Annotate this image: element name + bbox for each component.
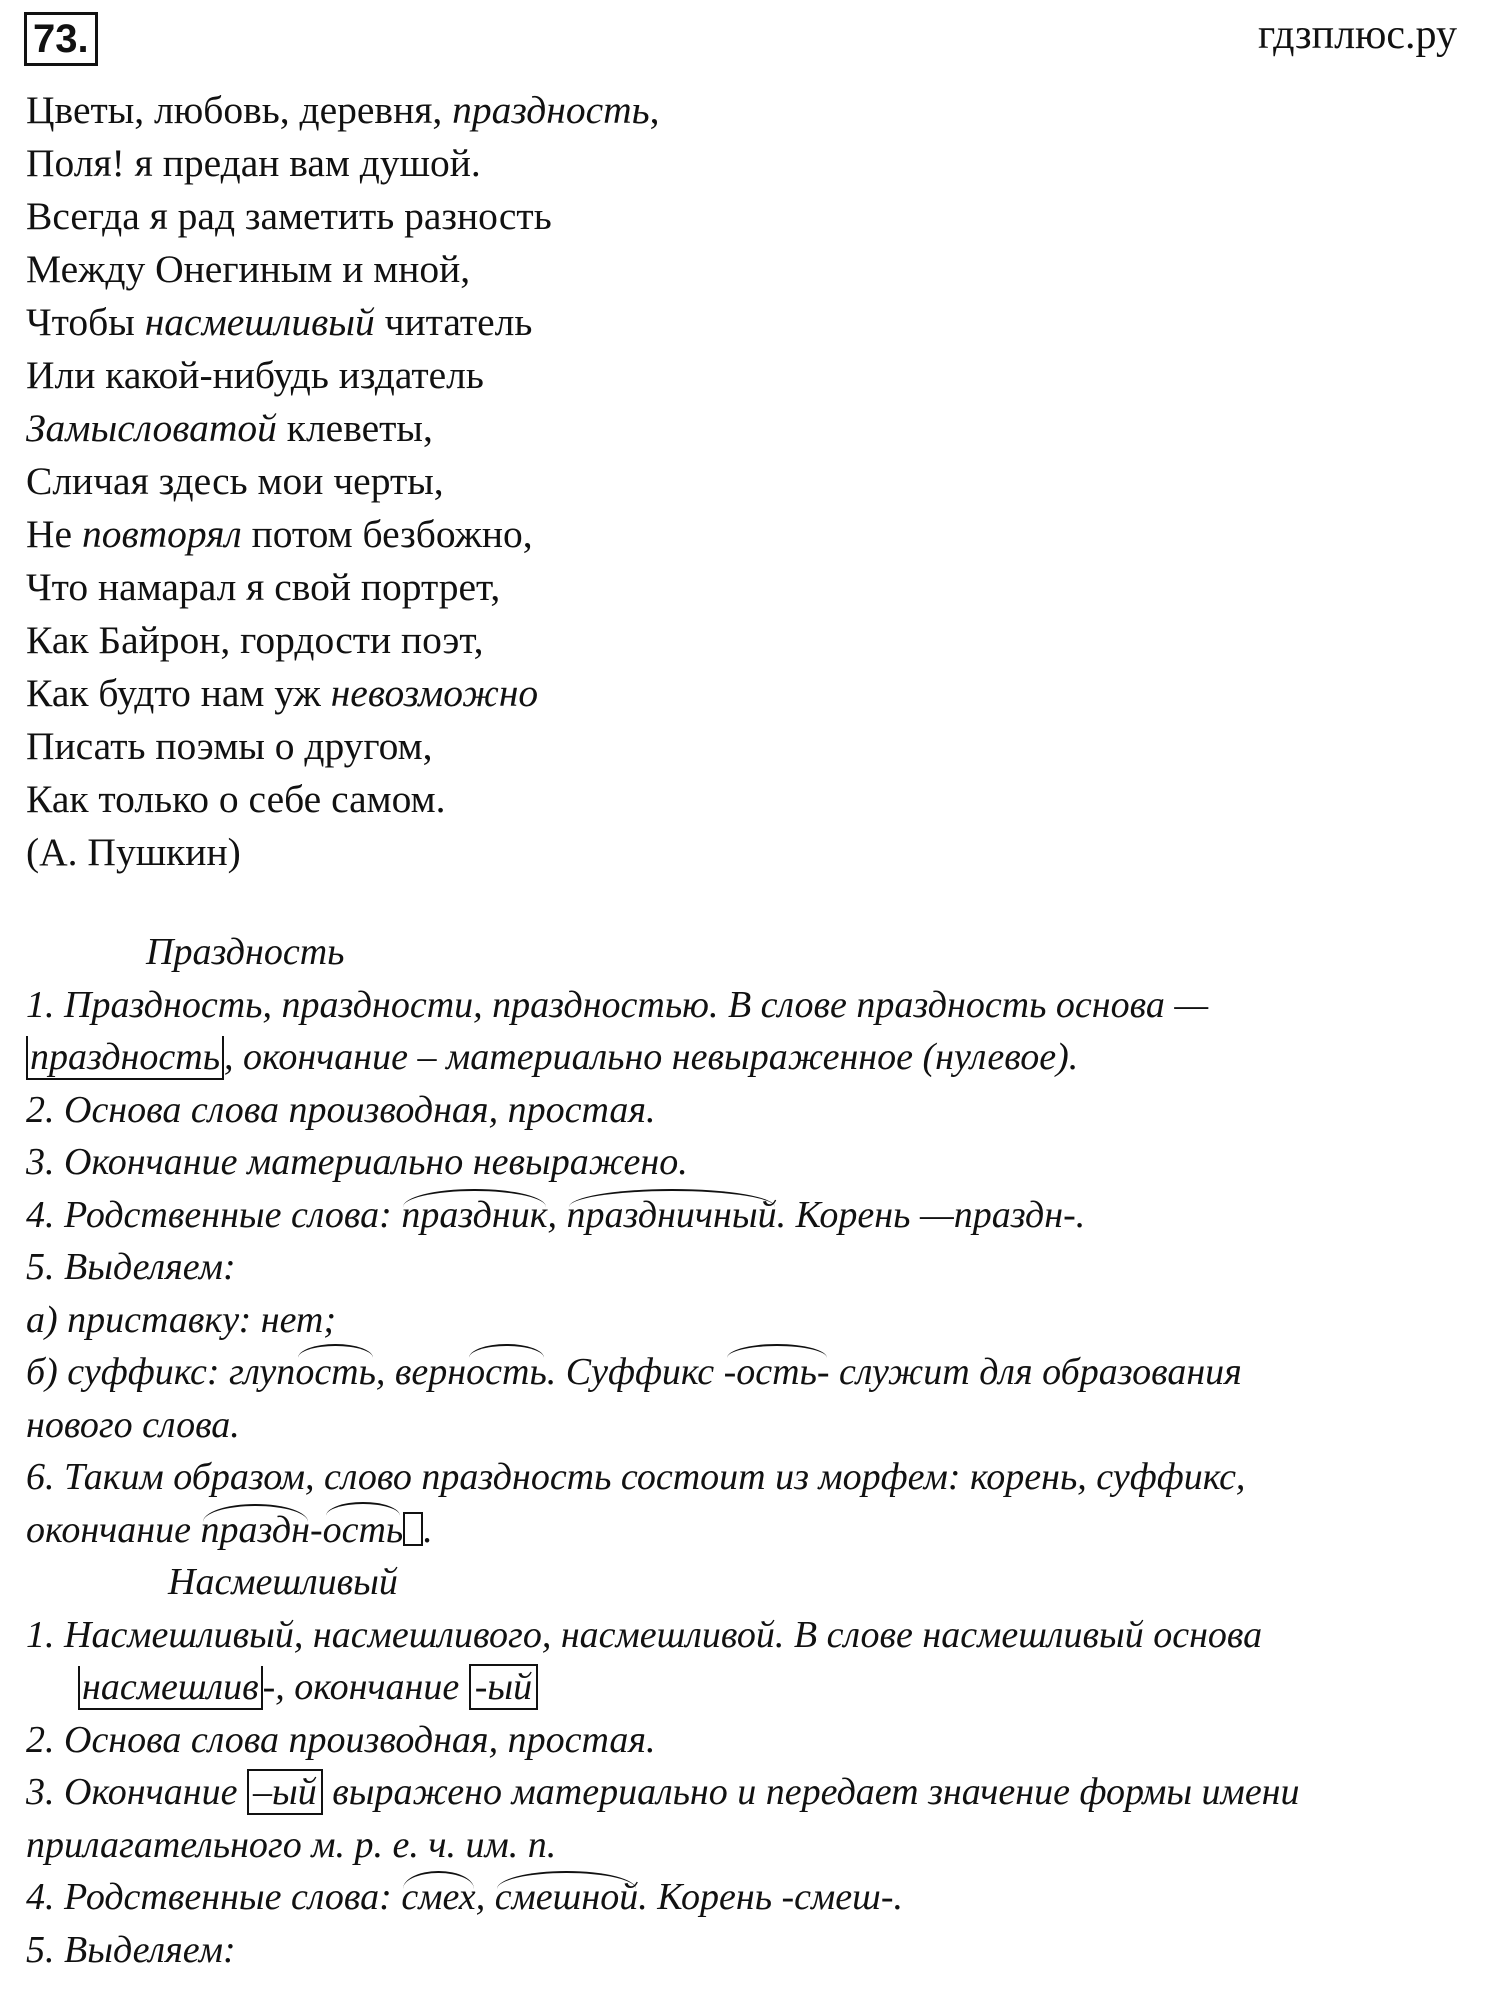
analysis-line: а) приставку: нет;: [26, 1298, 337, 1341]
suffix-mark: -ость-: [723, 1351, 830, 1393]
analysis-heading: Праздность: [146, 931, 345, 973]
poem-line: Между Онегиным и мной,: [26, 247, 471, 291]
analysis-line: 4. Родственные слова: смех, смешной. Корень -смеш-.: [26, 1876, 903, 1918]
poem-line: Как только о себе самом.: [26, 777, 446, 821]
stem-mark: праздность: [26, 1036, 224, 1080]
poem-line: Всегда я рад заметить разность: [26, 194, 552, 238]
analysis-line: 3. Окончание материально невыражено.: [26, 1141, 688, 1183]
poem-line: Замысловатой клеветы,: [26, 406, 433, 450]
ending-box: -ый: [469, 1664, 538, 1710]
analysis-line: 2. Основа слова производная, простая.: [26, 1718, 656, 1761]
analysis-line: 1. Праздность, праздности, праздностью. В слове праздность основа —: [26, 983, 1209, 1026]
analysis-line: праздность , окончание – материально невыраженное (нулевое).: [26, 1035, 1245, 1088]
root-arc: праздник: [401, 1193, 548, 1236]
poem-line: Писать поэмы о другом,: [26, 724, 433, 768]
analysis-line: 3. Окончание –ый выражено материально и передает значение формы имени: [26, 1771, 1300, 1813]
root-arc: смешной: [494, 1876, 639, 1918]
null-ending-box: [403, 1512, 423, 1546]
poem-line: Цветы, любовь, деревня, праздность,: [26, 88, 660, 132]
analysis-heading: Насмешливый: [168, 1561, 398, 1603]
analysis-line: нового слова.: [26, 1403, 240, 1446]
suffix-mark: ость: [466, 1351, 547, 1393]
poem: [26, 84, 660, 879]
suffix-mark: ость: [295, 1351, 376, 1393]
root-arc: смех: [401, 1876, 476, 1918]
ending-box: –ый: [247, 1769, 323, 1815]
analysis-line: 5. Выделяем:: [26, 1246, 236, 1288]
root-arc: праздн: [200, 1508, 310, 1551]
poem-line: Как Байрон, гордости поэт,: [26, 618, 484, 662]
suffix-mark: ость: [322, 1508, 404, 1551]
poem-line: Сличая здесь мои черты,: [26, 459, 444, 503]
poem-author: (А. Пушкин): [26, 830, 241, 874]
analysis-line: б) суффикс: глупость, верность. Суффикс -ость- служит для образования: [26, 1351, 1242, 1393]
analysis-nasmeshlivyi: [26, 1560, 1300, 1980]
root-arc: праздничный: [566, 1193, 777, 1236]
exercise-number: 73.: [24, 12, 98, 66]
poem-line: Как будто нам уж невозможно: [26, 671, 539, 715]
analysis-line: 1. Насмешливый, насмешливого, насмешливой. В слове насмешливый основа: [26, 1613, 1263, 1656]
site-watermark: гдзплюс.ру: [1257, 12, 1457, 58]
analysis-line: 6. Таким образом, слово праздность состоит из морфем: корень, суффикс,: [26, 1456, 1246, 1498]
poem-line: Или какой-нибудь издатель: [26, 353, 484, 397]
analysis-line: 5. Выделяем:: [26, 1928, 236, 1971]
analysis-line: 4. Родственные слова: праздник, праздничный. Корень —праздн-.: [26, 1193, 1086, 1236]
analysis-line: насмешлив -, окончание -ый: [26, 1665, 1300, 1718]
poem-line: Поля! я предан вам душой.: [26, 141, 481, 185]
poem-line: Не повторял потом безбожно,: [26, 512, 533, 556]
analysis-line: прилагательного м. р. е. ч. им. п.: [26, 1823, 557, 1866]
analysis-prazdnost: [26, 930, 1245, 1560]
poem-line: Чтобы насмешливый читатель: [26, 300, 533, 344]
poem-line: Что намарал я свой портрет,: [26, 565, 501, 609]
analysis-line: 2. Основа слова производная, простая.: [26, 1088, 656, 1131]
stem-mark: насмешлив: [78, 1666, 263, 1710]
analysis-line: окончание праздн-ость .: [26, 1508, 433, 1551]
